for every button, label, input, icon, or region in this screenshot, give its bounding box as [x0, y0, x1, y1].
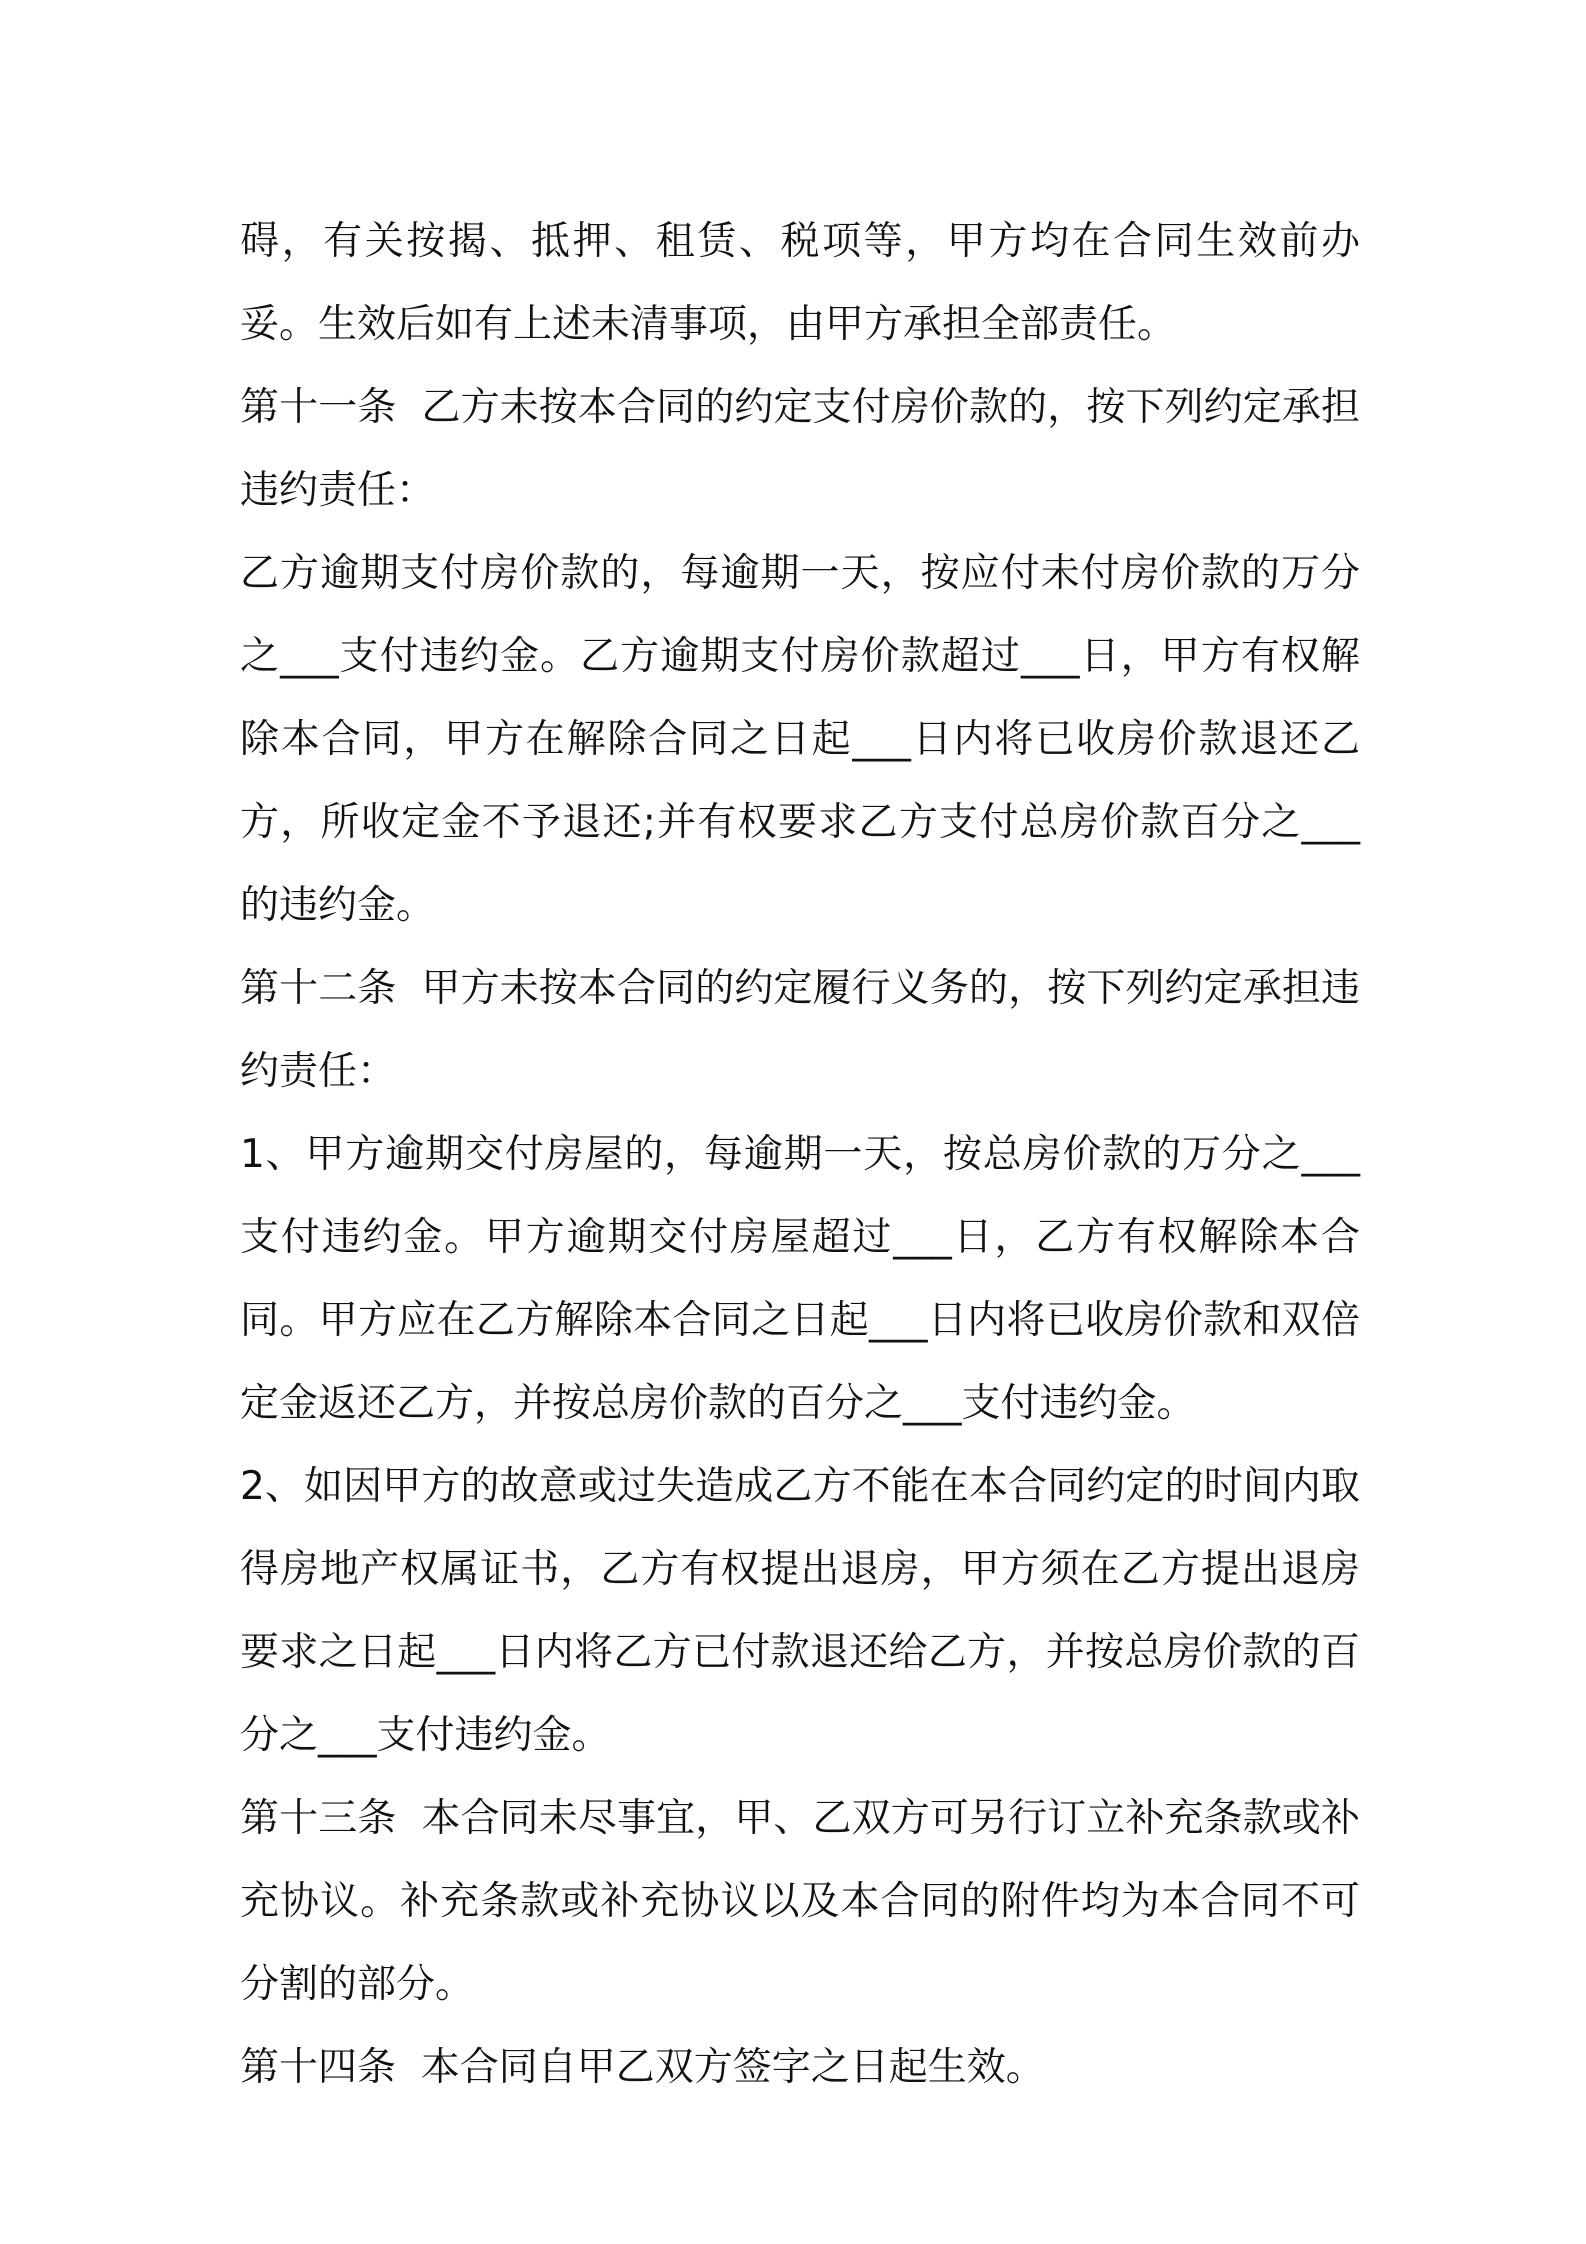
paragraph-article-14: 第十四条 本合同自甲乙双方签字之日起生效。	[240, 2045, 1045, 2090]
paragraph-article-13: 第十三条 本合同未尽事宜，甲、乙双方可另行订立补充条款或补充协议。补充条款或补充协议以及本合同的附件均为本合同不可分割的部分。	[240, 1796, 1360, 2007]
contract-body	[240, 200, 1360, 2109]
paragraph-article-11-detail: 乙方逾期支付房价款的，每逾期一天，按应付未付房价款的万分之___支付违约金。乙方逾期支付房价款超过___日，甲方有权解除本合同，甲方在解除合同之日起___日内将已收房价款退还乙方，所收定金不予退还;并有权要求乙方支付总房价款百分之___的违约金。	[240, 551, 1360, 928]
paragraph-article-12: 第十二条 甲方未按本合同的约定履行义务的，按下列约定承担违约责任：	[240, 966, 1360, 1094]
paragraph-article-11: 第十一条 乙方未按本合同的约定支付房价款的，按下列约定承担违约责任：	[240, 385, 1360, 513]
paragraph-article-12-item-1: 1、甲方逾期交付房屋的，每逾期一天，按总房价款的万分之___支付违约金。甲方逾期交付房屋超过___日，乙方有权解除本合同。甲方应在乙方解除本合同之日起___日内将已收房价款和双倍定金返还乙方，并按总房价款的百分之___支付违约金。	[240, 1132, 1360, 1426]
paragraph-title-handling: 碍，有关按揭、抵押、租赁、税项等，甲方均在合同生效前办妥。生效后如有上述未清事项，由甲方承担全部责任。	[240, 219, 1360, 347]
paragraph-article-12-item-2: 2、如因甲方的故意或过失造成乙方不能在本合同约定的时间内取得房地产权属证书，乙方有权提出退房，甲方须在乙方提出退房要求之日起___日内将乙方已付款退还给乙方，并按总房价款的百分之___支付违约金。	[240, 1464, 1360, 1758]
